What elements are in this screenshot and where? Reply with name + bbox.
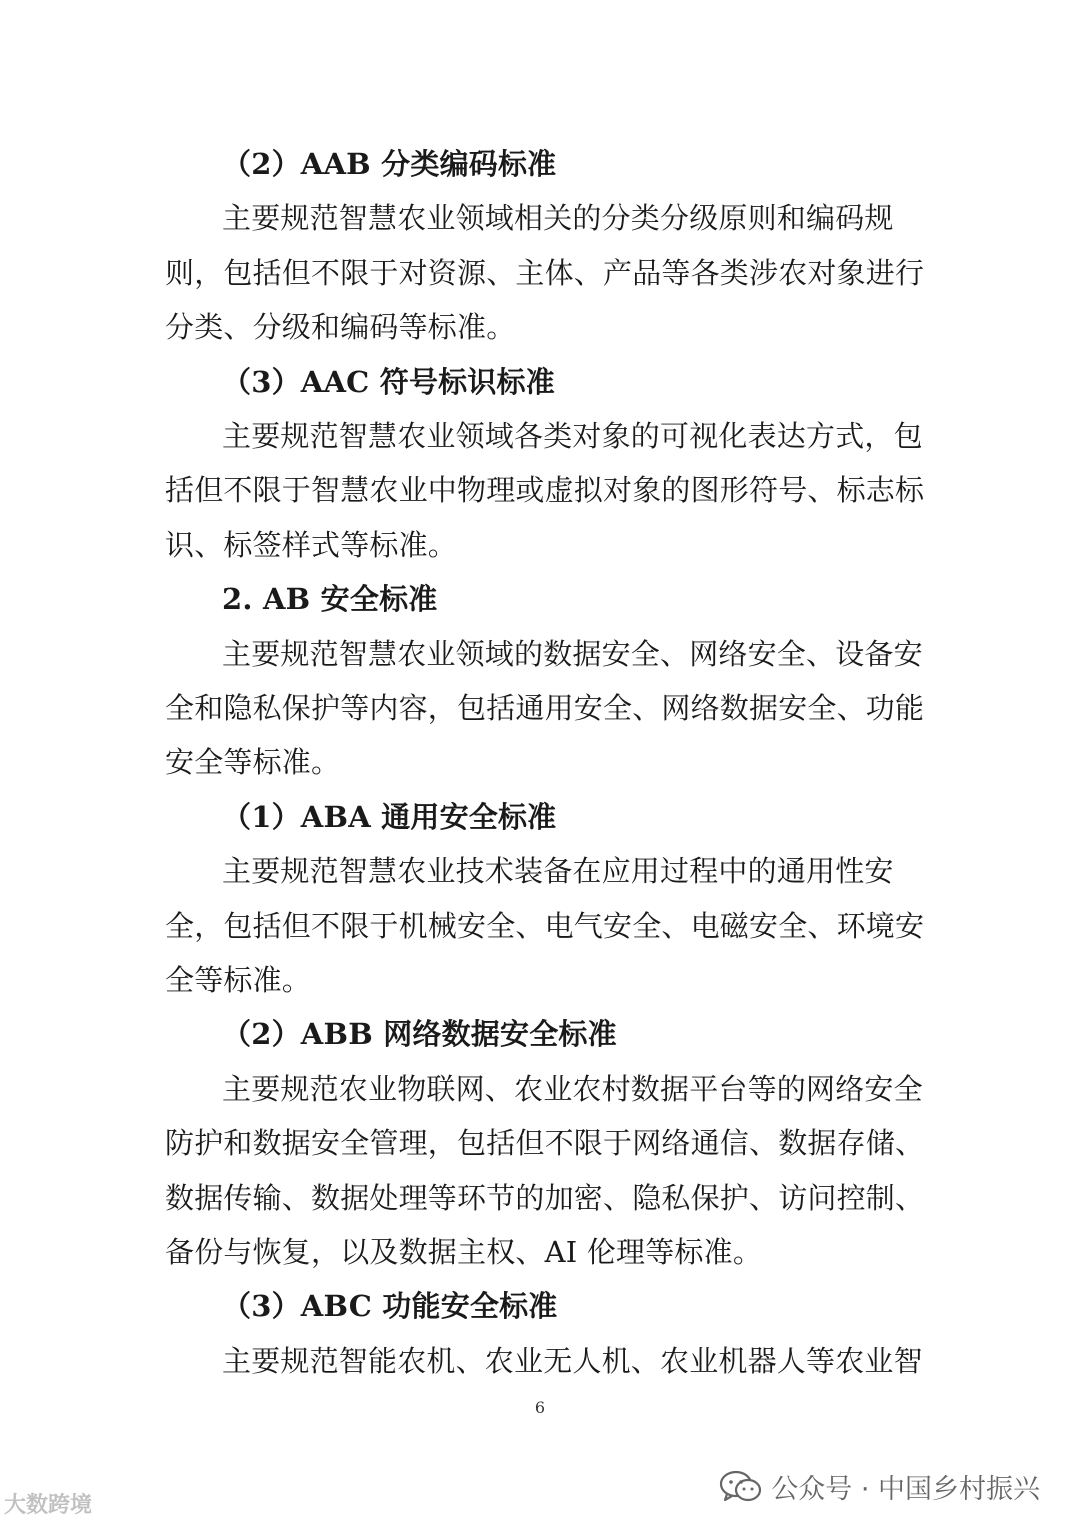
paragraph-line: 数据传输、数据处理等环节的加密、隐私保护、访问控制、 [165, 1181, 925, 1215]
paragraph-line: 安全等标准。 [165, 745, 341, 779]
watermark-right-text: 公众号 · 中国乡村振兴 [771, 1474, 1040, 1505]
paragraph-line: 分类、分级和编码等标准。 [165, 310, 516, 344]
paragraph-line: 主要规范农业物联网、农业农村数据平台等的网络安全 [222, 1072, 923, 1106]
paragraph-line: 主要规范智能农机、农业无人机、农业机器人等农业智 [222, 1344, 923, 1378]
paragraph-line: 识、标签样式等标准。 [165, 528, 458, 562]
paragraph-line: 主要规范智慧农业领域各类对象的可视化表达方式，包 [222, 419, 923, 453]
paragraph-line: 全等标准。 [165, 963, 312, 997]
section-heading: 2. AB 安全标准 [222, 582, 438, 616]
paragraph-line: 防护和数据安全管理，包括但不限于网络通信、数据存储、 [165, 1126, 925, 1160]
page-number: 6 [534, 1398, 546, 1417]
paragraph-line: 则，包括但不限于对资源、主体、产品等各类涉农对象进行 [165, 256, 925, 290]
paragraph-line: 全和隐私保护等内容，包括通用安全、网络数据安全、功能 [165, 691, 925, 725]
paragraph-line: 括但不限于智慧农业中物理或虚拟对象的图形符号、标志标 [165, 473, 925, 507]
section-heading: （1）ABA 通用安全标准 [222, 800, 557, 834]
watermark-right [719, 1467, 1040, 1506]
paragraph-line: 主要规范智慧农业技术装备在应用过程中的通用性安 [222, 854, 894, 888]
section-heading: （2）ABB 网络数据安全标准 [222, 1017, 617, 1051]
paragraph-line: 主要规范智慧农业领域的数据安全、网络安全、设备安 [222, 637, 923, 671]
paragraph-line: 主要规范智慧农业领域相关的分类分级原则和编码规 [222, 201, 894, 235]
wechat-icon [719, 1469, 763, 1505]
watermark-left: 大数跨境 [4, 1493, 93, 1518]
section-heading: （3）AAC 符号标识标准 [222, 365, 555, 399]
section-heading: （3）ABC 功能安全标准 [222, 1289, 558, 1323]
paragraph-line: 备份与恢复，以及数据主权、AI 伦理等标准。 [165, 1235, 763, 1269]
paragraph-line: 全，包括但不限于机械安全、电气安全、电磁安全、环境安 [165, 909, 925, 943]
section-heading: （2）AAB 分类编码标准 [222, 147, 557, 181]
